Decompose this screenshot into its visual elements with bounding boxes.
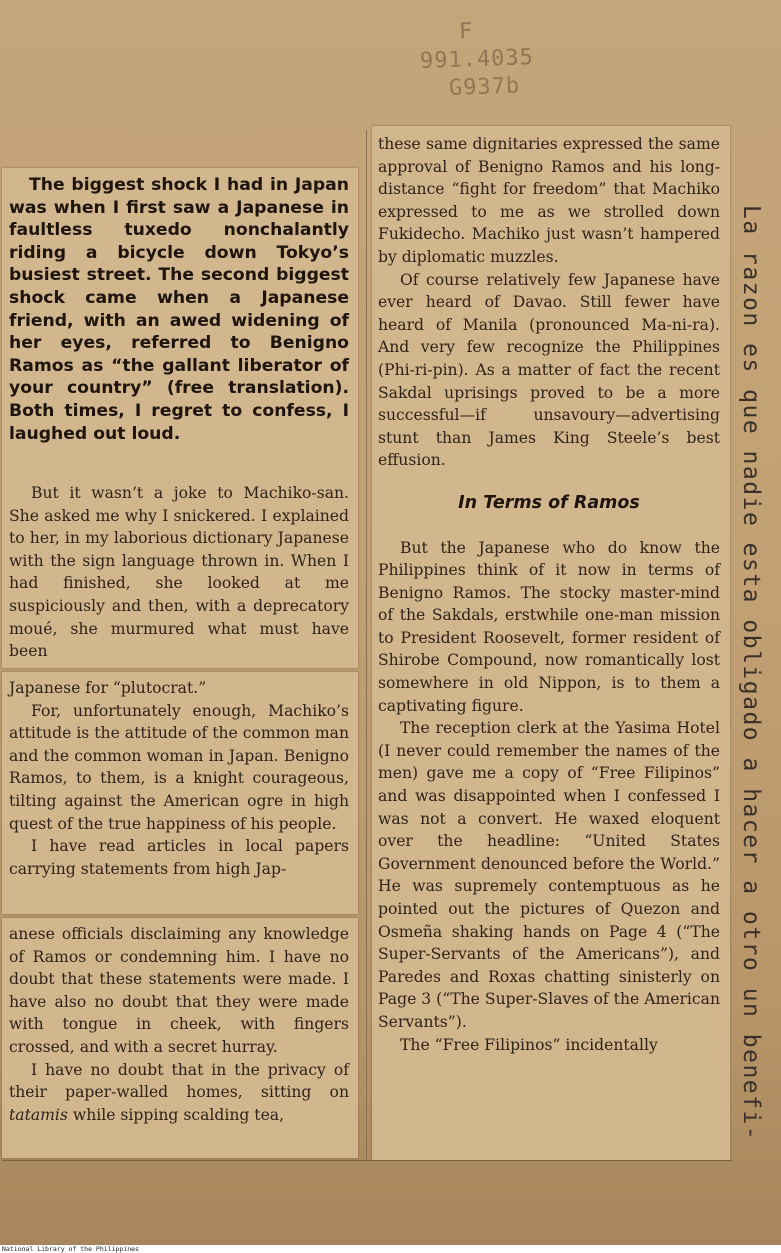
paragraph: For, unfortunately enough, Machiko’s attitude is the attitude of the common man and the common woman in Japan. Benigno Ramos, to them, is a knight courageous, tilting against the American ogre in high quest of the true happiness of his people. — [9, 701, 349, 833]
call-number-line: G937b — [448, 73, 521, 101]
text: while sipping scalding tea, — [67, 1105, 285, 1124]
paragraph: Of course relatively few Japanese have ever heard of Davao. Still fewer have heard of Manila (pronounced Ma-ni-ra). And very few recognize the Philippines (Phi-ri-pin). As a matter of fact the recent Sakdal uprisings proved to be a more successful—if unsavoury—advertising stunt than James King Steele’s best effusion. — [378, 270, 720, 470]
column-1-body — [9, 482, 349, 663]
paragraph: anese officials disclaiming any knowledge of Ramos or condemning him. I have no doubt that these statements were made. I have also no doubt that they were made with tongue in cheek, with fingers crossed, and with a secret hurray. — [9, 925, 349, 1056]
vertical-annotation: La razon es que nadie esta obligado a hacer a otro un benefi- — [738, 205, 764, 1142]
lead-text: The biggest shock I had in Japan was when I first saw a Japanese in faultless tuxedo nonchalantly riding a bicycle down Tokyo’s busiest street. The second biggest shock came when a Japanese friend, with an awed widening of her eyes, referred to Benigno Ramos as “the gallant liberator of your country” (free translation). Both times, I regret to confess, I laughed out loud. — [9, 175, 349, 444]
paragraph: The reception clerk at the Yasima Hotel (I never could remember the names of the men) gave me a copy of “Free Filipinos” and was disappointed when I confessed I was not a convert. He waxed eloquent over the headline: “United States Government denounced before the World.” He was supremely contemptuous as he pointed out the pictures of Quezon and Osmeña shaking hands on Page 4 (“The Super-Servants of the Americans”), and Paredes and Roxas chatting sinisterly on Page 3 (“The Super-Slaves of the American Servants”). — [378, 719, 720, 1031]
paragraph: Japanese for “plutocrat.” — [9, 679, 207, 697]
paragraph: The “Free Filipinos” incidentally — [400, 1035, 658, 1054]
text: I have no doubt that in the privacy of their paper-walled homes, sitting on — [9, 1060, 349, 1102]
italic-term: tatamis — [9, 1105, 68, 1124]
paragraph: I have read articles in local papers carrying statements from high Jap- — [9, 837, 349, 878]
paragraph: But the Japanese who do know the Philippines think of it now in terms of Benigno Ramos. The stocky master-mind of the Sakdals, erstwhile one-man mission to President Roosevelt, former resident of Shirobe Compound, now romantically lost somewhere in old Nippon, is to them a captivating figure. — [378, 538, 720, 715]
paragraph: But it wasn’t a joke to Machiko-san. She asked me why I snickered. I explained to her, in my laborious dictionary Japanese with the sign language thrown in. When I had finished, she looked at me suspiciously and then, with a deprecatory moué, she murmured what must have been — [9, 484, 349, 661]
lead-paragraph — [9, 174, 349, 445]
call-number — [419, 16, 536, 104]
column-1-body-end — [9, 923, 349, 1126]
column-1-body-cont — [9, 677, 349, 880]
column-2-body — [378, 133, 720, 1056]
paragraph — [9, 1059, 349, 1127]
call-number-line: 991.4035 — [419, 45, 535, 74]
footer-credit: National Library of the Philippines — [0, 1245, 781, 1253]
paragraph: these same dignitaries expressed the same approval of Benigno Ramos and his long-distance “fight for freedom” that Machiko expressed to me as we strolled down Fukidecho. Machiko just wasn’t hampered by diplomatic muzzles. — [378, 135, 720, 266]
column-divider — [366, 130, 367, 1160]
section-heading: In Terms of Ramos — [458, 492, 640, 513]
bottom-rule — [2, 1160, 732, 1161]
call-number-line: F — [458, 19, 474, 45]
